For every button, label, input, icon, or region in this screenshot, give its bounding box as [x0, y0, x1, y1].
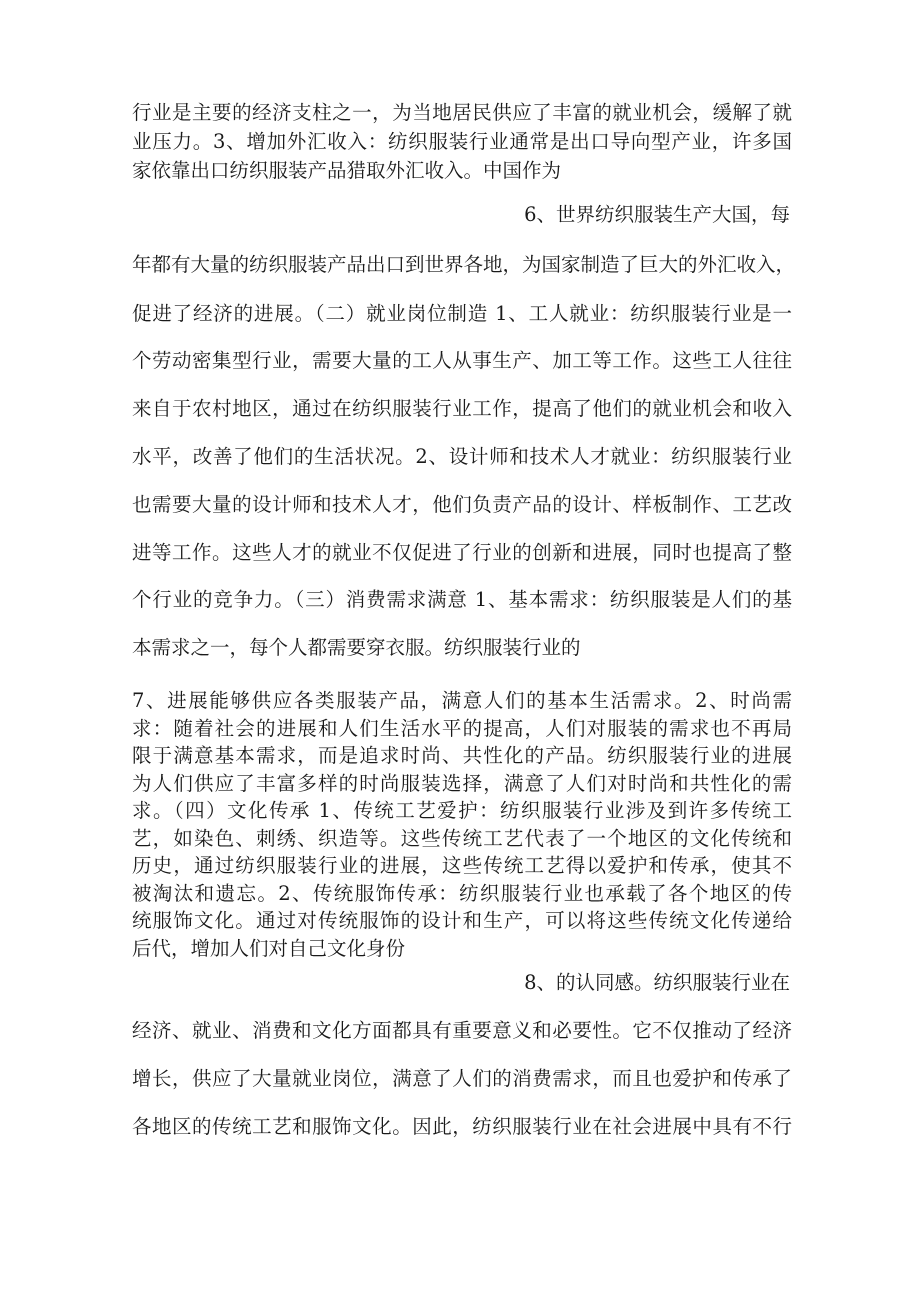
text-line: 各地区的传统工艺和服饰文化。因此，纺织服装行业在社会进展中具有不行: [132, 1115, 792, 1138]
text-line: 进等工作。这些人才的就业不仅促进了行业的创新和进展，同时也提高了整: [132, 541, 792, 564]
text-line: 业压力。3、增加外汇收入：纺织服装行业通常是出口导向型产业，许多国: [132, 130, 792, 153]
page-marker-line: 8、的认同感。纺织服装行业在: [524, 971, 790, 994]
text-line: 增长，供应了大量就业岗位，满意了人们的消费需求，而且也爱护和传承了: [132, 1067, 792, 1090]
text-line: 被淘汰和遗忘。2、传统服饰传承：纺织服装行业也承载了各个地区的传: [132, 882, 792, 905]
text-line: 7、进展能够供应各类服装产品，满意人们的基本生活需求。2、时尚需: [132, 689, 792, 712]
text-line: 为人们供应了丰富多样的时尚服装选择，满意了人们对时尚和共性化的需: [132, 772, 792, 795]
text-line: 个行业的竞争力。（三）消费需求满意 1、基本需求：纺织服装是人们的基: [132, 588, 792, 611]
text-line: 历史，通过纺织服装行业的进展，这些传统工艺得以爱护和传承，使其不: [132, 854, 792, 877]
text-line: 经济、就业、消费和文化方面都具有重要意义和必要性。它不仅推动了经济: [132, 1019, 792, 1042]
text-line: 求。（四）文化传承 1、传统工艺爱护：纺织服装行业涉及到许多传统工: [132, 799, 792, 822]
text-line: 本需求之一，每个人都需要穿衣服。纺织服装行业的: [132, 636, 581, 659]
text-line: 艺，如染色、刺绣、织造等。这些传统工艺代表了一个地区的文化传统和: [132, 827, 792, 850]
text-line: 个劳动密集型行业，需要大量的工人从事生产、加工等工作。这些工人往往: [132, 349, 792, 372]
text-line: 求：随着社会的进展和人们生活水平的提高，人们对服装的需求也不再局: [132, 717, 792, 740]
text-line: 家依靠出口纺织服装产品猎取外汇收入。中国作为: [132, 159, 562, 182]
text-line: 限于满意基本需求，而是追求时尚、共性化的产品。纺织服装行业的进展: [132, 744, 792, 767]
text-line: 水平，改善了他们的生活状况。2、设计师和技术人才就业：纺织服装行业: [132, 445, 792, 468]
text-line: 后代，增加人们对自己文化身份: [132, 937, 406, 960]
text-line: 也需要大量的设计师和技术人才，他们负责产品的设计、样板制作、工艺改: [132, 493, 792, 516]
text-line: 年都有大量的纺织服装产品出口到世界各地，为国家制造了巨大的外汇收入，: [132, 253, 796, 276]
text-line: 统服饰文化。通过对传统服饰的设计和生产，可以将这些传统文化传递给: [132, 909, 792, 932]
text-line: 来自于农村地区，通过在纺织服装行业工作，提高了他们的就业机会和收入: [132, 397, 792, 420]
text-line: 行业是主要的经济支柱之一，为当地居民供应了丰富的就业机会，缓解了就: [132, 101, 792, 124]
page-marker-line: 6、世界纺织服装生产大国，每: [524, 203, 790, 226]
text-line: 促进了经济的进展。（二）就业岗位制造 1、工人就业：纺织服装行业是一: [132, 302, 792, 325]
